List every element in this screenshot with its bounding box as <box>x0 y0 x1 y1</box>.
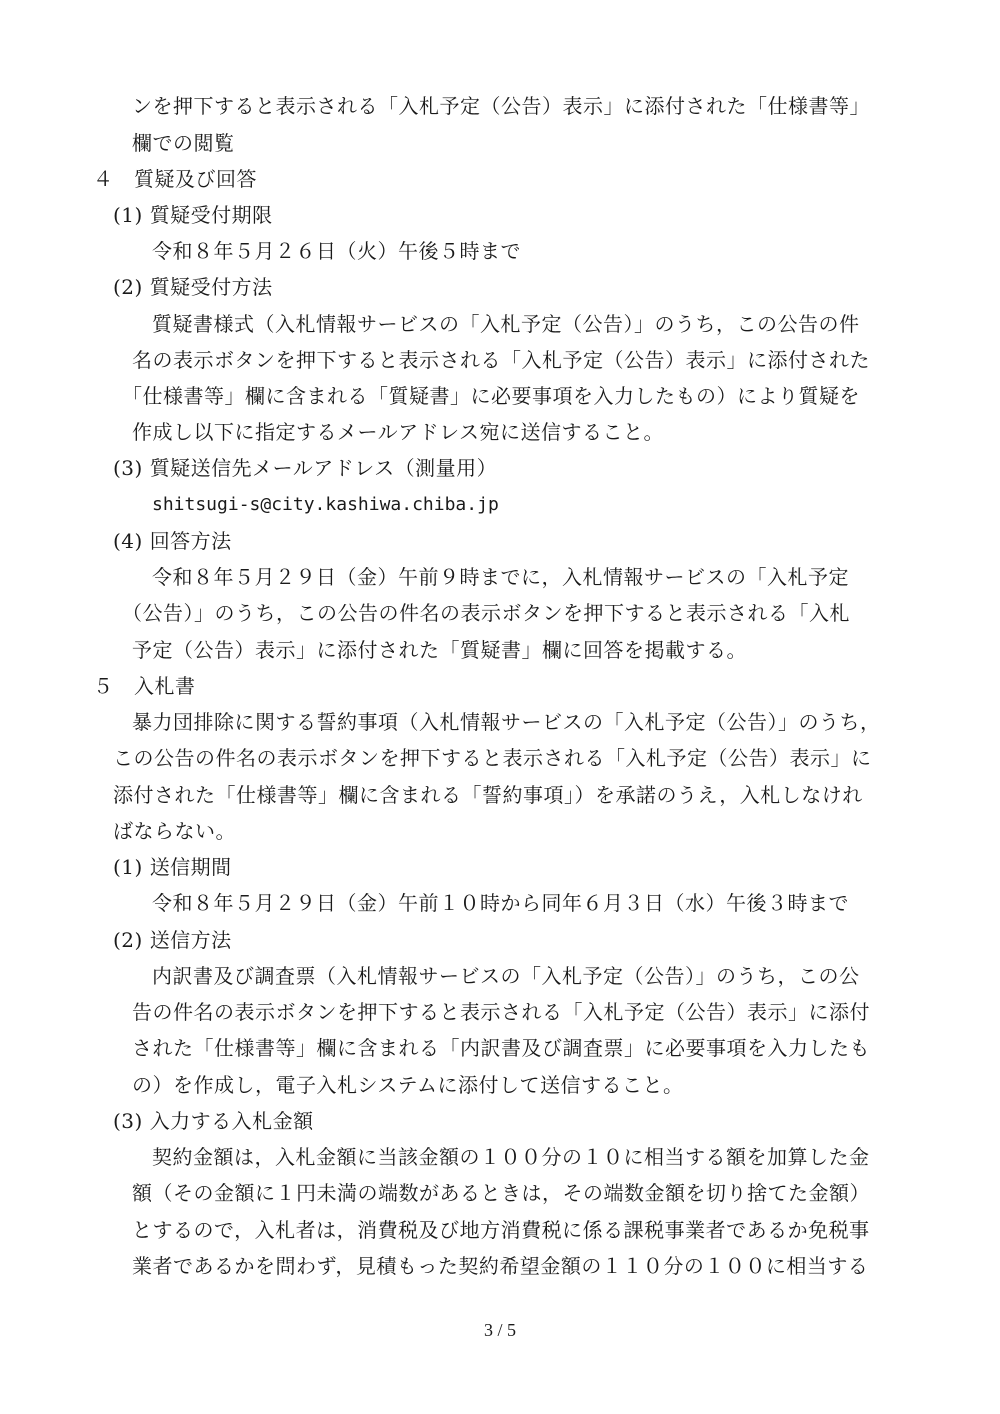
body-text-line: 暴力団排除に関する誓約事項（入札情報サービスの「入札予定（公告）」のうち， <box>132 710 881 734</box>
body-text-line: された「仕様書等」欄に含まれる「内訳書及び調査票」に必要事項を入力したも <box>132 1036 870 1060</box>
section-heading: ４ 質疑及び回答 <box>93 167 257 191</box>
body-text-line: とするので，入札者は，消費税及び地方消費税に係る課税事業者であるか免税事 <box>132 1218 870 1242</box>
body-text-line: 業者であるかを問わず，見積もった契約希望金額の１１０分の１００に相当する <box>132 1254 869 1278</box>
subsection-heading: (2) 送信方法 <box>113 928 232 952</box>
body-text-line: 予定（公告）表示」に添付された「質疑書」欄に回答を掲載する。 <box>132 638 747 662</box>
subsection-heading: (1) 質疑受付期限 <box>113 203 273 227</box>
body-text-line: 契約金額は，入札金額に当該金額の１００分の１０に相当する額を加算した金 <box>152 1145 870 1169</box>
body-text-line: 令和８年５月２６日（火）午後５時まで <box>152 239 521 263</box>
email-address: shitsugi-s@city.kashiwa.chiba.jp <box>152 494 499 515</box>
subsection-heading: (2) 質疑受付方法 <box>113 275 273 299</box>
body-text-line: 額（その金額に１円未満の端数があるときは，その端数金額を切り捨てた金額） <box>132 1181 870 1205</box>
body-text-line: 名の表示ボタンを押下すると表示される「入札予定（公告）表示」に添付された <box>132 348 870 372</box>
body-text-line: 内訳書及び調査票（入札情報サービスの「入札予定（公告）」のうち，この公 <box>152 964 860 988</box>
body-text-line: （公告）」のうち，この公告の件名の表示ボタンを押下すると表示される「入札 <box>122 601 850 625</box>
body-text-line: 作成し以下に指定するメールアドレス宛に送信すること。 <box>132 420 664 444</box>
subsection-heading: (3) 入力する入札金額 <box>113 1109 314 1133</box>
subsection-heading: (3) 質疑送信先メールアドレス（測量用） <box>113 456 498 480</box>
body-text-line: ンを押下すると表示される「入札予定（公告）表示」に添付された「仕様書等」 <box>132 94 870 118</box>
section-heading: ５ 入札書 <box>93 674 196 698</box>
subsection-heading: (4) 回答方法 <box>113 529 232 553</box>
body-text-line: 添付された「仕様書等」欄に含まれる「誓約事項」）を承諾のうえ，入札しなけれ <box>113 783 863 807</box>
body-text-line: 令和８年５月２９日（金）午前１０時から同年６月３日（水）午後３時まで <box>152 891 849 915</box>
body-text-line: 質疑書様式（入札情報サービスの「入札予定（公告）」のうち，この公告の件 <box>152 312 860 336</box>
body-text-line: の）を作成し，電子入札システムに添付して送信すること。 <box>132 1073 684 1097</box>
body-text-line: この公告の件名の表示ボタンを押下すると表示される「入札予定（公告）表示」に <box>113 746 872 770</box>
body-text-line: ばならない。 <box>113 819 236 843</box>
body-text-line: 告の件名の表示ボタンを押下すると表示される「入札予定（公告）表示」に添付 <box>132 1000 870 1024</box>
body-text-line: 「仕様書等」欄に含まれる「質疑書」に必要事項を入力したもの）により質疑を <box>122 384 860 408</box>
subsection-heading: (1) 送信期間 <box>113 855 232 879</box>
page-number: 3 / 5 <box>483 1320 516 1340</box>
body-text-line: 欄での閲覧 <box>132 131 235 155</box>
body-text-line: 令和８年５月２９日（金）午前９時までに，入札情報サービスの「入札予定 <box>152 565 849 589</box>
